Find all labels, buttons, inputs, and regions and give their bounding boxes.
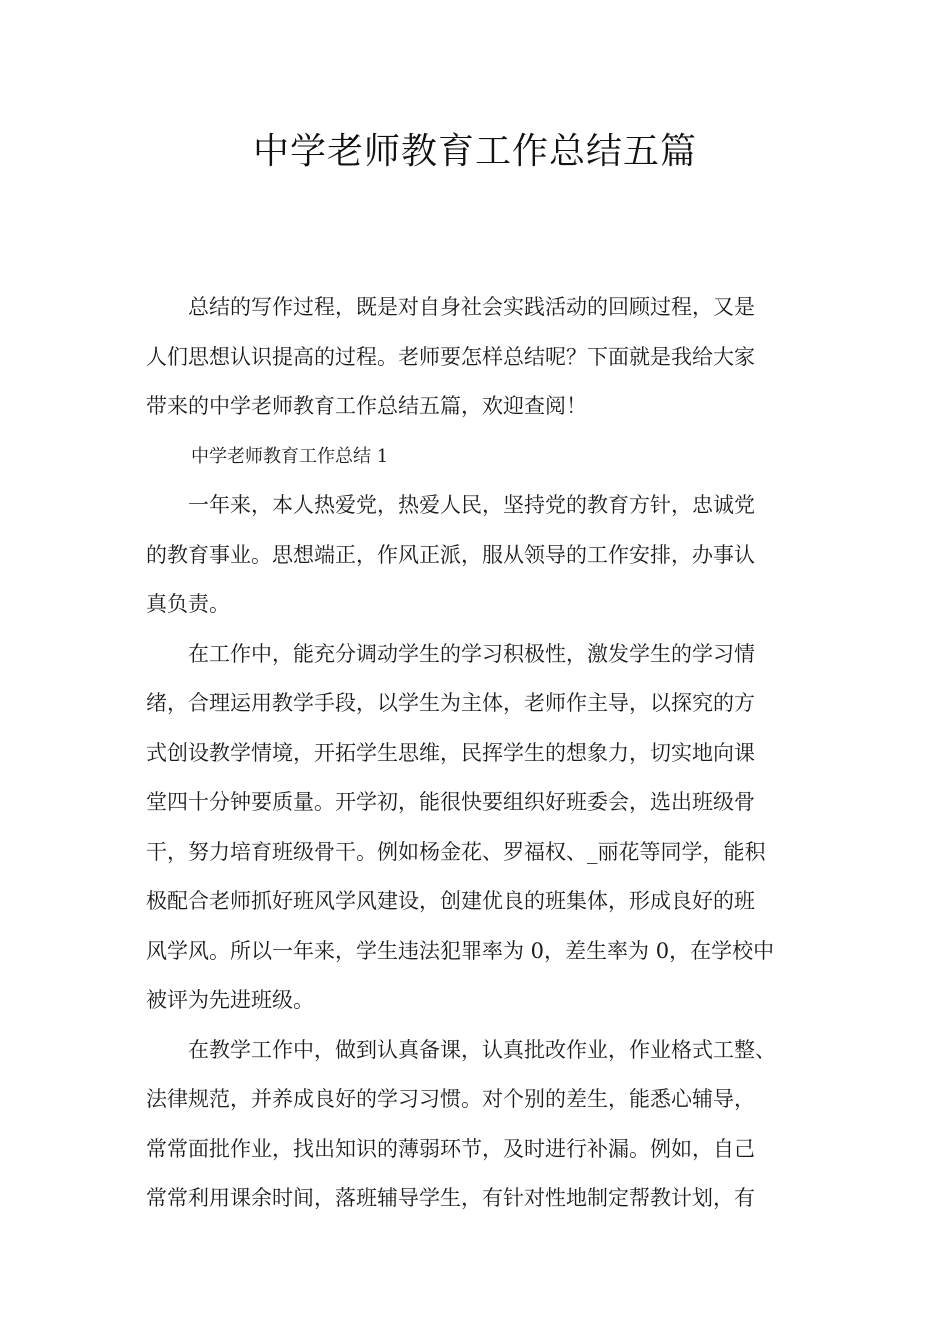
paragraph-2 xyxy=(146,630,808,1026)
paragraph-intro xyxy=(146,283,808,432)
paragraph-3 xyxy=(146,1026,808,1224)
text-line: 总结的写作过程，既是对自身社会实践活动的回顾过程，又是 xyxy=(188,295,755,319)
text-line: 绪，合理运用教学手段，以学生为主体，老师作主导，以探究的方 xyxy=(146,691,755,715)
document-title: 中学老师教育工作总结五篇 xyxy=(252,131,697,172)
text-line: 一年来，本人热爱党，热爱人民，坚持党的教育方针，忠诚党 xyxy=(188,493,755,517)
text-line: 式创设教学情境，开拓学生思维，民挥学生的想象力，切实地向课 xyxy=(146,740,755,765)
text-line: 在教学工作中，做到认真备课，认真批改作业，作业格式工整、 xyxy=(188,1037,776,1062)
text-line: 风学风。所以一年来，学生违法犯罪率为 0，差生率为 0，在学校中 xyxy=(146,938,775,963)
text-line: 堂四十分钟要质量。开学初，能很快要组织好班委会，选出班级骨 xyxy=(146,790,755,814)
text-line: 常常利用课余时间，落班辅导学生，有针对性地制定帮教计划，有 xyxy=(146,1186,755,1210)
text-line: 真负责。 xyxy=(146,592,230,616)
text-line: 的教育事业。思想端正，作风正派，服从领导的工作安排，办事认 xyxy=(146,542,755,567)
text-line: 带来的中学老师教育工作总结五篇，欢迎查阅！ xyxy=(146,394,587,418)
document-body xyxy=(146,283,808,1224)
section-heading-text: 中学老师教育工作总结 1 xyxy=(191,445,389,467)
text-line: 在工作中，能充分调动学生的学习积极性，激发学生的学习情 xyxy=(188,641,755,666)
text-line: 干，努力培育班级骨干。例如杨金花、罗福权、_丽花等同学，能积 xyxy=(146,839,766,864)
text-line: 人们思想认识提高的过程。老师要怎样总结呢？下面就是我给大家 xyxy=(146,344,755,369)
paragraph-1 xyxy=(146,481,808,630)
text-line: 被评为先进班级。 xyxy=(146,988,314,1012)
section-heading xyxy=(146,432,808,482)
text-line: 常常面批作业，找出知识的薄弱环节，及时进行补漏。例如，自己 xyxy=(146,1136,755,1161)
text-line: 法律规范，并养成良好的学习习惯。对个别的差生，能悉心辅导， xyxy=(146,1087,755,1111)
text-line: 极配合老师抓好班风学风建设，创建优良的班集体，形成良好的班 xyxy=(146,889,755,913)
